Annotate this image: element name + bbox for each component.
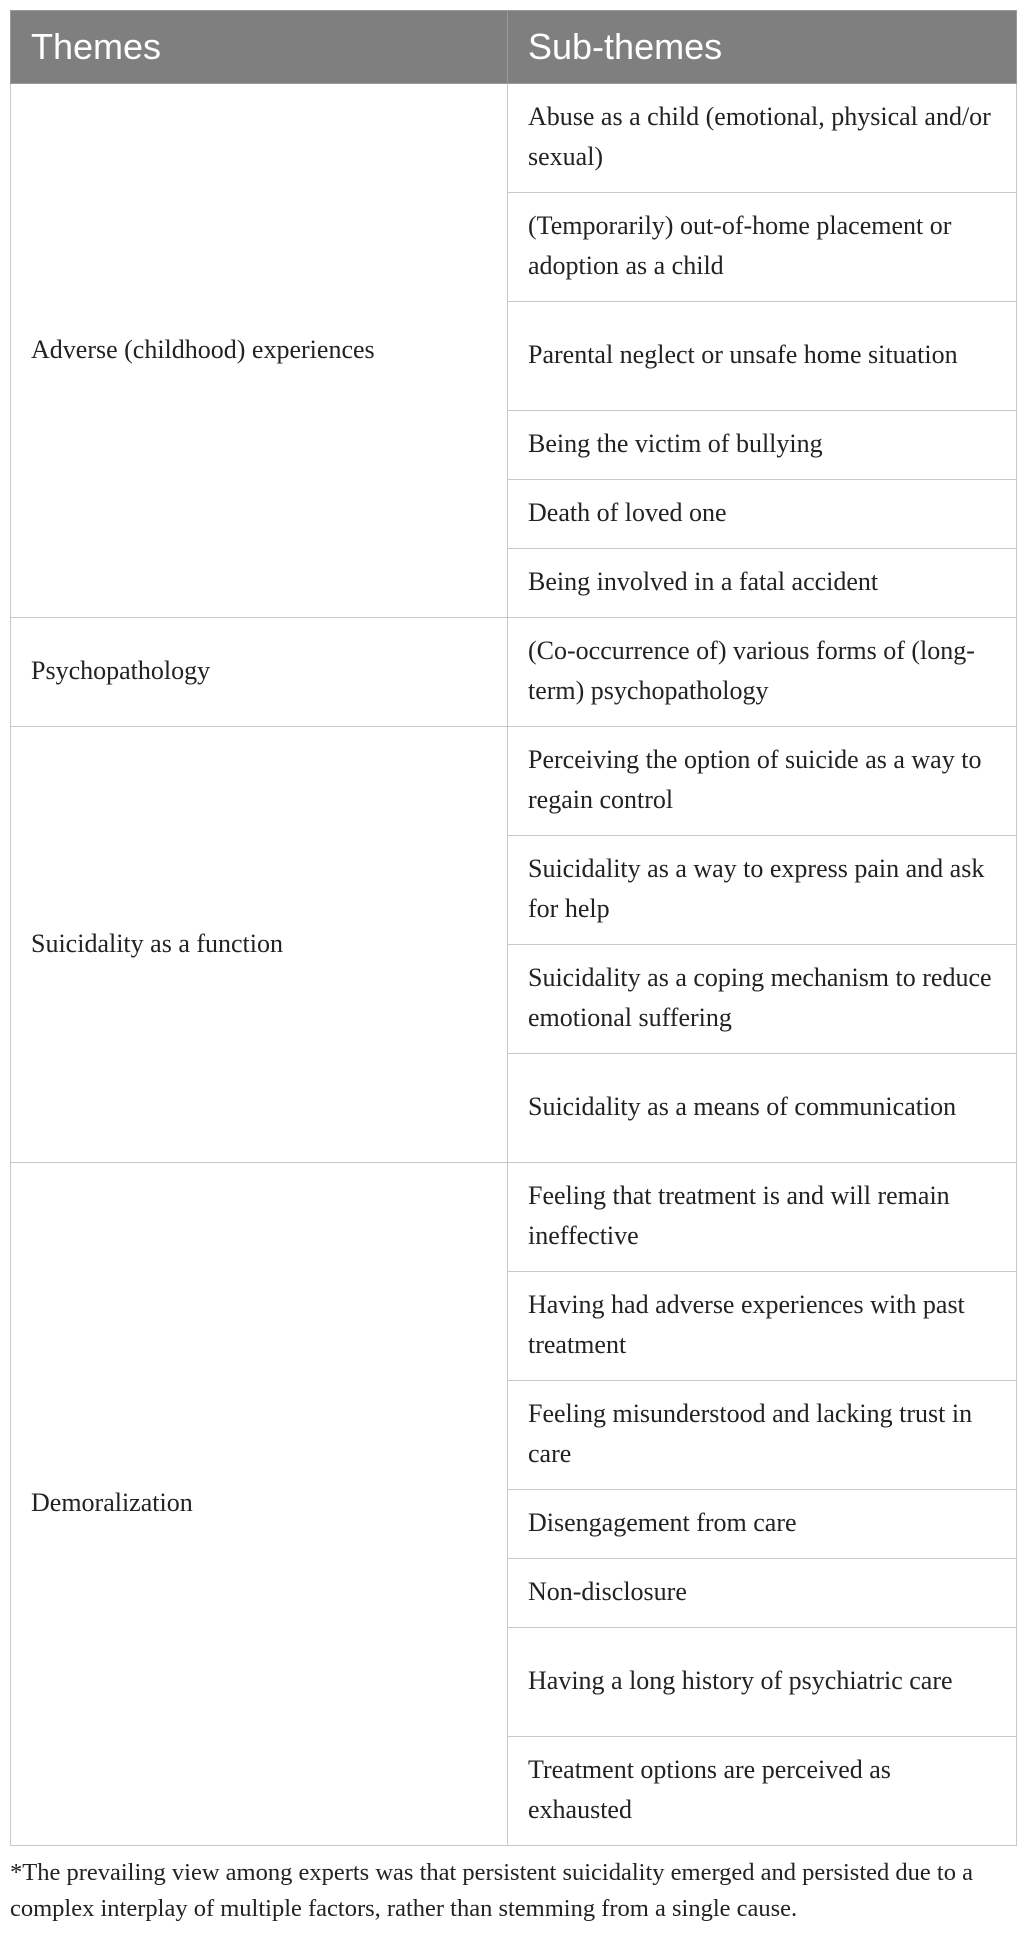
header-row — [11, 11, 1017, 84]
table-body — [11, 84, 1017, 1846]
table-row — [11, 618, 1017, 727]
theme-cell-psychopathology: Psychopathology — [11, 618, 508, 727]
themes-table-container — [10, 10, 1016, 1846]
sub-theme-cell: Death of loved one — [508, 480, 1017, 549]
theme-cell-adverse-experiences: Adverse (childhood) experiences — [11, 84, 508, 618]
sub-theme-cell: Feeling misunderstood and lacking trust in care — [508, 1381, 1017, 1490]
table-row — [11, 84, 1017, 193]
sub-theme-cell: (Temporarily) out-of-home placement or adoption as a child — [508, 193, 1017, 302]
sub-theme-cell: Abuse as a child (emotional, physical and/or sexual) — [508, 84, 1017, 193]
table-row — [11, 727, 1017, 836]
table-header — [11, 11, 1017, 84]
sub-theme-cell: Disengagement from care — [508, 1490, 1017, 1559]
sub-theme-cell: Suicidality as a coping mechanism to reduce emotional suffering — [508, 945, 1017, 1054]
sub-theme-cell: (Co-occurrence of) various forms of (long-term) psychopathology — [508, 618, 1017, 727]
sub-theme-cell: Non-disclosure — [508, 1559, 1017, 1628]
sub-theme-cell: Having had adverse experiences with past treatment — [508, 1272, 1017, 1381]
sub-theme-cell: Being the victim of bullying — [508, 411, 1017, 480]
sub-theme-cell: Having a long history of psychiatric care — [508, 1628, 1017, 1737]
sub-theme-cell: Perceiving the option of suicide as a way to regain control — [508, 727, 1017, 836]
themes-table — [10, 10, 1017, 1846]
header-sub-themes: Sub-themes — [508, 11, 1017, 84]
theme-cell-demoralization: Demoralization — [11, 1163, 508, 1846]
table-row — [11, 1163, 1017, 1272]
header-themes: Themes — [11, 11, 508, 84]
sub-theme-cell: Being involved in a fatal accident — [508, 549, 1017, 618]
sub-theme-cell: Suicidality as a way to express pain and ask for help — [508, 836, 1017, 945]
sub-theme-cell: Suicidality as a means of communication — [508, 1054, 1017, 1163]
sub-theme-cell: Parental neglect or unsafe home situation — [508, 302, 1017, 411]
theme-cell-suicidality-function: Suicidality as a function — [11, 727, 508, 1163]
sub-theme-cell: Feeling that treatment is and will remain ineffective — [508, 1163, 1017, 1272]
table-footnote: *The prevailing view among experts was that persistent suicidality emerged and persisted due to a complex interplay of multiple factors, rather than stemming from a single cause. — [10, 1859, 973, 1922]
sub-theme-cell: Treatment options are perceived as exhausted — [508, 1737, 1017, 1846]
